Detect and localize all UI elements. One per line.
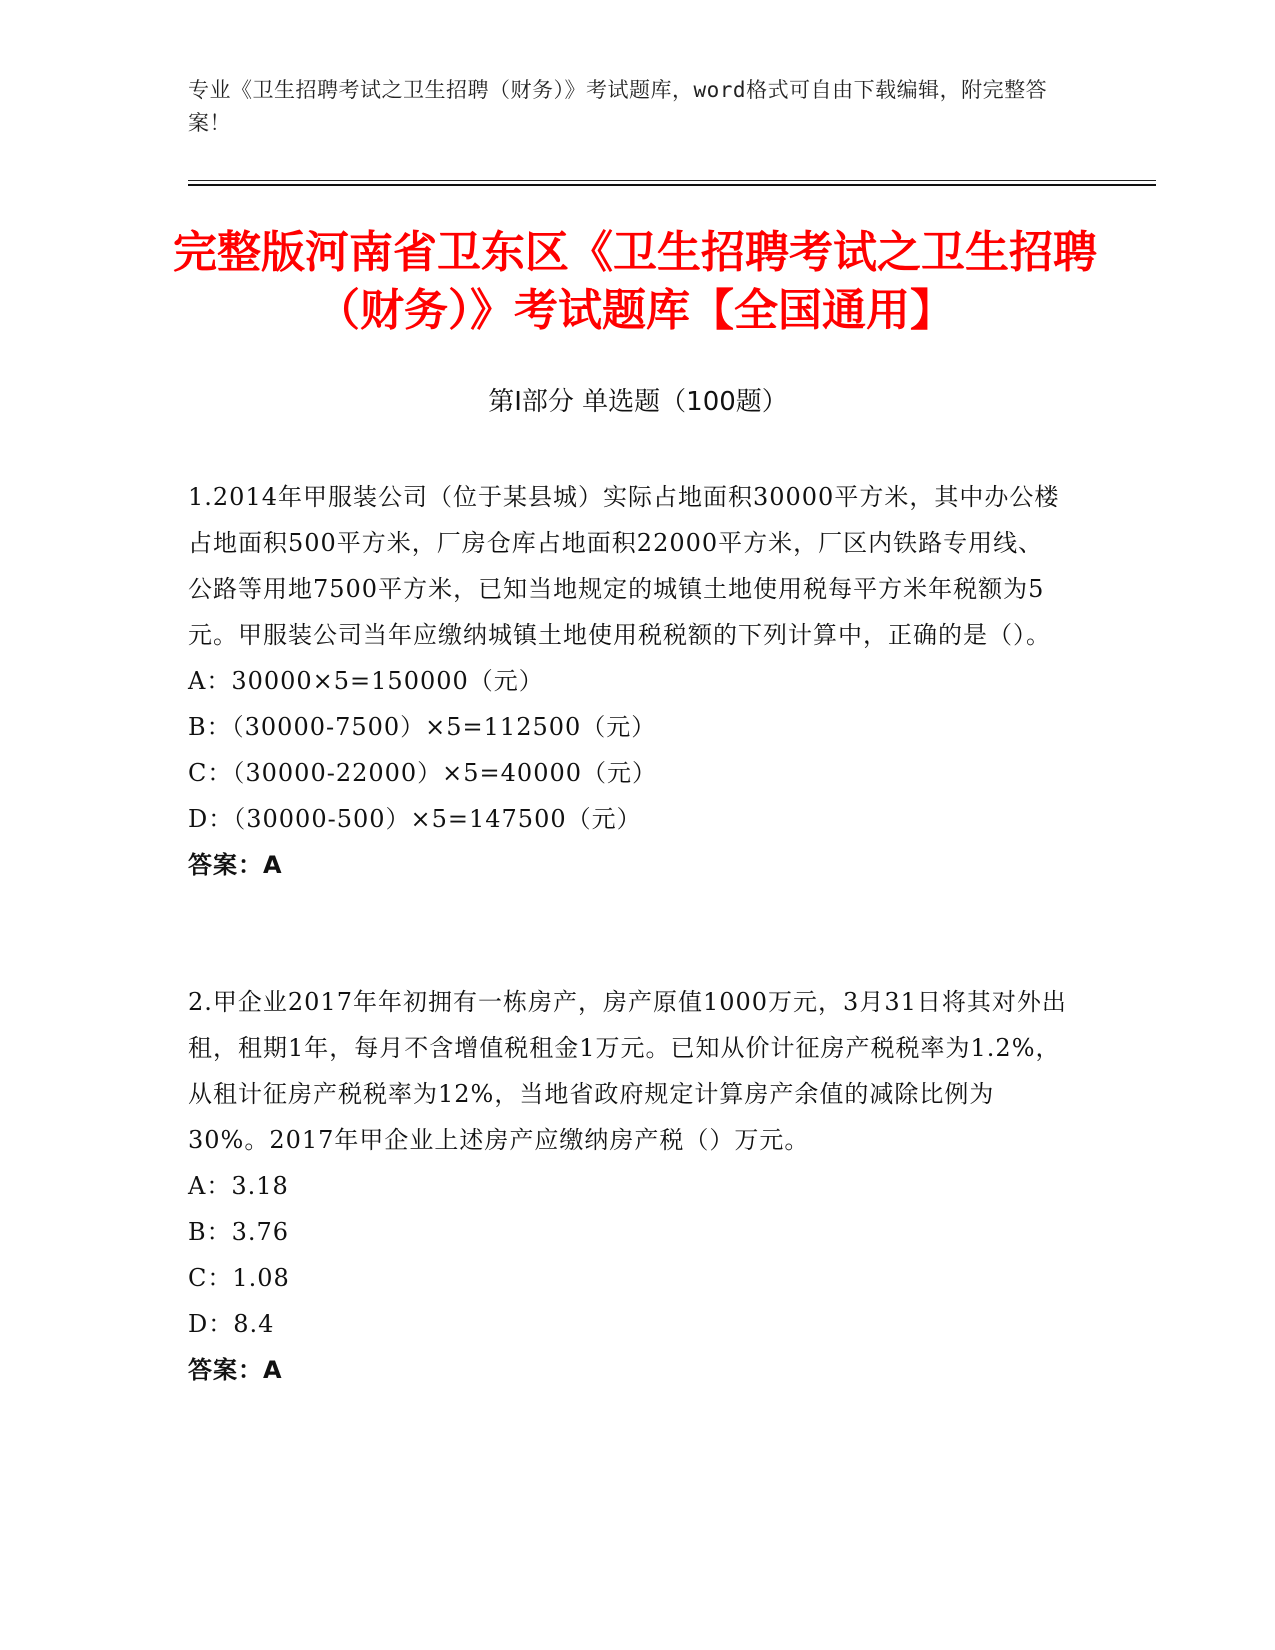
option-a: A：3.18 bbox=[188, 1172, 289, 1200]
option-c: C：1.08 bbox=[188, 1264, 290, 1292]
question-1 bbox=[188, 474, 1068, 888]
header-note: 专业《卫生招聘考试之卫生招聘（财务）》考试题库，word格式可自由下载编辑，附完整答案！ bbox=[188, 78, 1048, 135]
option-c: C：（30000-22000）×5=40000（元） bbox=[188, 759, 658, 787]
header-divider-thick bbox=[188, 184, 1156, 186]
option-b: B：3.76 bbox=[188, 1218, 290, 1246]
question-stem: 1.2014年甲服装公司（位于某县城）实际占地面积30000平方米，其中办公楼占地面积500平方米，厂房仓库占地面积22000平方米，厂区内铁路专用线、公路等用地7500平方米，已知当地规定的城镇土地使用税每平方米年税额为5元。甲服装公司当年应缴纳城镇土地使用税税额的下列计算中，正确的是（）。 bbox=[188, 483, 1060, 649]
question-stem: 2.甲企业2017年年初拥有一栋房产，房产原值1000万元，3月31日将其对外出租，租期1年，每月不含增值税租金1万元。已知从价计征房产税税率为1.2%，从租计征房产税税率为12%，当地省政府规定计算房产余值的减除比例为30%。2017年甲企业上述房产应缴纳房产税（）万元。 bbox=[188, 988, 1067, 1154]
section-title: 第Ⅰ部分 单选题（100题） bbox=[488, 387, 788, 417]
option-b: B：（30000-7500）×5=112500（元） bbox=[188, 713, 657, 741]
option-a: A：30000×5=150000（元） bbox=[188, 667, 544, 695]
option-d: D：（30000-500）×5=147500（元） bbox=[188, 805, 642, 833]
header-divider-thin bbox=[188, 180, 1156, 181]
document-title: 完整版河南省卫东区《卫生招聘考试之卫生招聘（财务）》考试题库【全国通用】 bbox=[173, 227, 1097, 336]
answer: 答案：A bbox=[188, 1356, 283, 1384]
question-2 bbox=[188, 979, 1068, 1393]
option-d: D：8.4 bbox=[188, 1310, 275, 1338]
answer: 答案：A bbox=[188, 851, 283, 879]
